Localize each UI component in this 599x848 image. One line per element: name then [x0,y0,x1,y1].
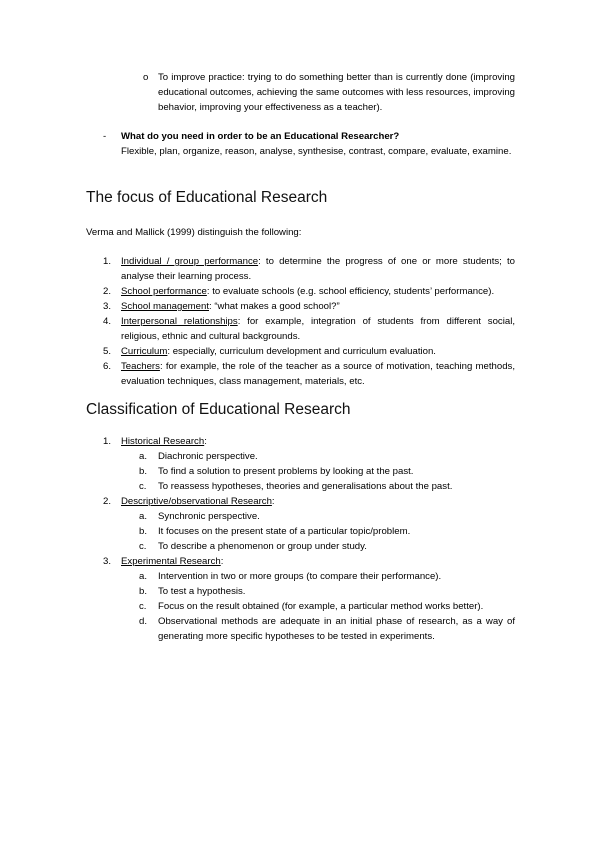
bullet-item-improve-practice [143,70,515,115]
sub-list [121,509,515,554]
list-number: 2. [103,286,112,297]
heading-focus: The focus of Educational Research [86,189,328,206]
sub-item [121,449,515,464]
focus-description: : for example, integration of students from different social, religious, ethnic and cultural backgrounds. [121,316,515,342]
classification-item-descriptive [103,494,515,554]
bullet-marker: o [143,72,149,83]
sub-letter: c. [139,481,147,492]
sub-text: Intervention in two or more groups (to compare their performance). [158,571,442,582]
sub-text: To reassess hypotheses, theories and generalisations about the past. [158,481,453,492]
colon: : [220,556,224,567]
focus-list-item [103,284,515,299]
focus-term: Individual / group performance [121,256,259,267]
focus-term: Interpersonal relationships [121,316,238,327]
sub-letter: d. [139,616,148,627]
sub-list [121,569,515,644]
sub-list [121,449,515,494]
focus-description: : to evaluate schools (e.g. school efficiency, students’ performance). [206,286,495,297]
sub-text: To find a solution to present problems by looking at the past. [158,466,414,477]
sub-text: To describe a phenomenon or group under study. [158,541,367,552]
sub-letter: a. [139,571,148,582]
sub-text: To test a hypothesis. [158,586,246,597]
sub-letter: a. [139,451,148,462]
sub-letter: a. [139,511,148,522]
sub-item [121,569,515,584]
sub-text: Focus on the result obtained (for example, a particular method works better). [158,601,484,612]
list-number: 4. [103,316,112,327]
focus-term: Teachers [121,361,160,372]
list-number: 2. [103,496,112,507]
sub-item [121,539,515,554]
sub-item [121,524,515,539]
list-number: 1. [103,436,112,447]
colon: : [204,436,207,447]
sub-item [121,509,515,524]
sub-item [121,584,515,599]
classification-list [103,434,515,644]
bullet-text: To improve practice: trying to do something better than is currently done (improving educational outcomes, achieving the same outcomes with less resources, improving behavior, improving your effectiveness as a teacher). [158,72,515,113]
list-number: 3. [103,301,112,312]
focus-term: School management [121,301,209,312]
sub-letter: b. [139,526,148,537]
dash-item-researcher-requirements [103,129,515,159]
focus-description: : “what makes a good school?” [209,301,340,312]
focus-term: Curriculum [121,346,168,357]
sub-item [121,464,515,479]
sub-text: Observational methods are adequate in an initial phase of research, as a way of generating more specific hypotheses to be tested in experiments. [158,616,515,642]
focus-list-item [103,254,515,284]
sub-text: It focuses on the present state of a particular topic/problem. [158,526,411,537]
answer-text: Flexible, plan, organize, reason, analyse, synthesise, contrast, compare, evaluate, examine. [121,146,512,157]
list-number: 5. [103,346,112,357]
sub-item [121,479,515,494]
sub-letter: b. [139,466,148,477]
question-text: What do you need in order to be an Educational Researcher? [121,131,400,142]
list-number: 3. [103,556,112,567]
sub-letter: b. [139,586,148,597]
sub-letter: c. [139,601,147,612]
classification-term: Historical Research [121,436,205,447]
sub-text: Synchronic perspective. [158,511,260,522]
classification-term: Descriptive/observational Research [121,496,272,507]
focus-list-item [103,314,515,344]
dash-marker: - [103,131,107,142]
focus-list [103,254,515,389]
heading-classification: Classification of Educational Research [86,401,351,418]
classification-item-experimental [103,554,515,644]
focus-intro: Verma and Mallick (1999) distinguish the following: [86,227,302,238]
list-number: 1. [103,256,112,267]
sub-text: Diachronic perspective. [158,451,258,462]
sub-item [121,614,515,644]
focus-list-item [103,344,515,359]
classification-term: Experimental Research [121,556,221,567]
focus-description: : especially, curriculum development and curriculum evaluation. [167,346,436,357]
sub-letter: c. [139,541,147,552]
focus-description: : for example, the role of the teacher as a source of motivation, teaching methods, evaluation techniques, class management, materials, etc. [121,361,515,387]
focus-description: : to determine the progress of one or more students; to analyse their learning process. [121,256,515,282]
focus-list-item [103,299,515,314]
colon: : [271,496,275,507]
list-number: 6. [103,361,112,372]
focus-term: School performance [121,286,207,297]
sub-item [121,599,515,614]
classification-item-historical [103,434,515,494]
focus-list-item [103,359,515,389]
